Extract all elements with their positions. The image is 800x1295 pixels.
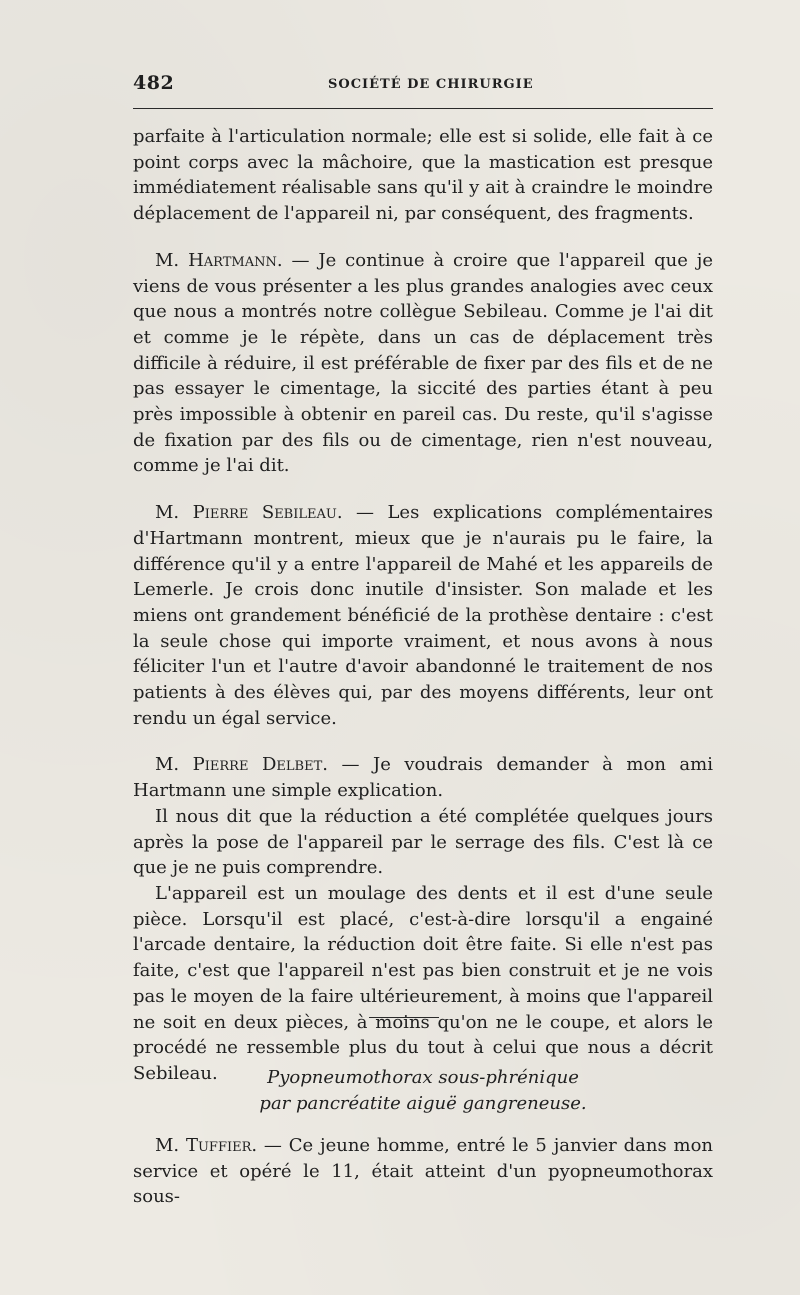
body-text: [133, 124, 713, 1087]
speaker-name: M. Tuffier.: [155, 1135, 258, 1156]
speaker-name: M. Pierre Sebileau.: [155, 502, 343, 524]
paragraph-text: — Ce jeune homme, entré le 5 janvier dans mon service et opéré le 11, était atteint d'un pyopneumothorax sous-: [133, 1135, 713, 1208]
final-text: [133, 1133, 713, 1210]
paragraph-continuation: parfaite à l'articulation normale; elle est si solide, elle fait à ce point corps avec la mâchoire, que la mastication est presque immédiatement réalisable sans qu'il y ait à craindre le moindre déplacement de l'appareil ni, par conséquent, des fragments.: [133, 126, 713, 225]
section-separator: [369, 1017, 439, 1018]
paragraph-delbet-3: L'appareil est un moulage des dents et il est d'une seule pièce. Lorsqu'il est placé, c'est-à-dire lorsqu'il a engainé l'arcade dentaire, la réduction doit être faite. Si elle n'est pas faite, c'est que l'appareil n'est pas bien construit et je ne vois pas le moyen de la faire ultérieurement, à moins que l'appareil ne soit en deux pièces, à moins qu'on ne le coupe, et alors le procédé ne ressemble plus du tout à celui que nous a décrit Sebileau.: [133, 882, 713, 1084]
speaker-name: M. Hartmann.: [155, 249, 283, 271]
paragraph-text: — Je voudrais demander à mon ami Hartmann une simple explication.: [133, 754, 713, 802]
paragraph-sebileau: [133, 500, 713, 731]
page-number: 482: [133, 72, 175, 94]
header-rule: [133, 108, 713, 109]
paragraph-delbet: [133, 752, 713, 803]
section-title: [133, 1065, 713, 1116]
paragraph-text: — Les explications complémentaires d'Hartmann montrent, mieux que je n'aurais pu le faire, la différence qu'il y a entre l'appareil de Mahé et les appareils de Lemerle. Je crois donc inutile d'insister. Son malade et les miens ont grandement bénéficié de la prothèse dentaire : c'est la seule chose qui importe vraiment, et nous avons à nous féliciter l'un et l'autre d'avoir abandonné le traitement de nos patients à des élèves qui, par des moyens différents, leur ont rendu un égal service.: [133, 502, 713, 729]
speaker-name: M. Pierre Delbet.: [155, 754, 328, 776]
paragraph-delbet-2: Il nous dit que la réduction a été complétée quelques jours après la pose de l'appareil par le serrage des fils. C'est là ce que je ne puis comprendre.: [133, 805, 713, 879]
paragraph-hartmann: [133, 248, 713, 479]
section-title-line-2: par pancréatite aiguë gangreneuse.: [259, 1092, 587, 1114]
section-title-line-1: Pyopneumothorax sous-phrénique: [267, 1067, 579, 1088]
paragraph-tuffier: [133, 1133, 713, 1210]
running-head: SOCIÉTÉ DE CHIRURGIE: [328, 77, 534, 92]
page-header: [133, 72, 713, 98]
paragraph-text: — Je continue à croire que l'appareil que je viens de vous présenter a les plus grandes analogies avec ceux que nous a montrés notre collègue Sebileau. Comme je l'ai dit et comme je le répète, dans un cas de déplacement très difficile à réduire, il est préférable de fixer par des fils et de ne pas essayer le cimentage, la siccité des parties étant à peu près impossible à obtenir en pareil cas. Du reste, qu'il s'agisse de fixation par des fils ou de cimentage, rien n'est nouveau, comme je l'ai dit.: [133, 249, 713, 477]
